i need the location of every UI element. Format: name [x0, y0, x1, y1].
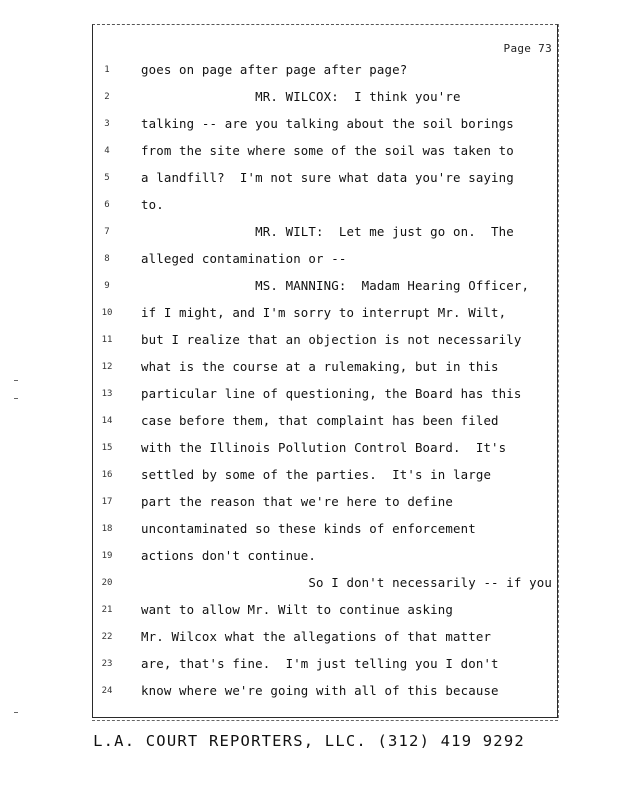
transcript-line — [0, 303, 618, 329]
line-text: know where we're going with all of this because — [141, 683, 499, 698]
line-text: settled by some of the parties. It's in large — [141, 467, 492, 482]
transcript-line — [0, 276, 618, 302]
line-number: 2 — [104, 92, 110, 102]
line-text: if I might, and I'm sorry to interrupt Mr. Wilt, — [141, 305, 507, 320]
margin-mark — [14, 712, 18, 713]
line-number: 8 — [104, 254, 110, 264]
line-number: 3 — [104, 119, 110, 129]
transcript-line — [0, 114, 618, 140]
transcript-line — [0, 546, 618, 572]
line-number: 1 — [104, 65, 110, 75]
line-text: goes on page after page after page? — [141, 62, 408, 77]
transcript-line — [0, 60, 618, 86]
transcript-line — [0, 492, 618, 518]
line-number: 18 — [101, 524, 113, 534]
line-number: 23 — [101, 659, 113, 669]
transcript-line — [0, 519, 618, 545]
transcript-line — [0, 627, 618, 653]
page-number: Page 73 — [503, 42, 552, 55]
line-text: to. — [141, 197, 164, 212]
line-number: 7 — [104, 227, 110, 237]
line-number: 20 — [101, 578, 113, 588]
line-text: Mr. Wilcox what the allegations of that matter — [141, 629, 492, 644]
line-number: 10 — [101, 308, 113, 318]
line-text: So I don't necessarily -- if you — [141, 575, 552, 590]
transcript-line — [0, 411, 618, 437]
line-text: case before them, that complaint has been filed — [141, 413, 499, 428]
line-text: MR. WILCOX: I think you're — [141, 89, 461, 104]
transcript-line — [0, 249, 618, 275]
line-number: 13 — [101, 389, 113, 399]
line-number: 9 — [104, 281, 110, 291]
line-text: want to allow Mr. Wilt to continue asking — [141, 602, 454, 617]
line-number: 16 — [101, 470, 113, 480]
line-text: MR. WILT: Let me just go on. The — [141, 224, 514, 239]
line-number: 24 — [101, 686, 113, 696]
line-number: 4 — [104, 146, 110, 156]
transcript-line — [0, 141, 618, 167]
frame-bottom-edge — [92, 720, 558, 721]
line-number: 5 — [104, 173, 110, 183]
transcript-line — [0, 465, 618, 491]
line-number: 14 — [101, 416, 113, 426]
transcript-line — [0, 654, 618, 680]
transcript-line — [0, 195, 618, 221]
transcript-line — [0, 168, 618, 194]
line-number: 19 — [101, 551, 113, 561]
line-text: part the reason that we're here to define — [141, 494, 454, 509]
transcript-line — [0, 438, 618, 464]
line-text: what is the course at a rulemaking, but in this — [141, 359, 499, 374]
line-number: 15 — [101, 443, 113, 453]
line-text: MS. MANNING: Madam Hearing Officer, — [141, 278, 530, 293]
line-text: are, that's fine. I'm just telling you I don't — [141, 656, 499, 671]
line-text: with the Illinois Pollution Control Board. It's — [141, 440, 507, 455]
line-text: actions don't continue. — [141, 548, 317, 563]
line-text: particular line of questioning, the Board has this — [141, 386, 522, 401]
line-text: alleged contamination or -- — [141, 251, 347, 266]
transcript-line — [0, 681, 618, 707]
transcript-line — [0, 600, 618, 626]
line-text: but I realize that an objection is not necessarily — [141, 332, 522, 347]
line-number: 21 — [101, 605, 113, 615]
transcript-line — [0, 222, 618, 248]
line-number: 17 — [101, 497, 113, 507]
line-number: 22 — [101, 632, 113, 642]
reporter-footer: L.A. COURT REPORTERS, LLC. (312) 419 9292 — [93, 732, 525, 750]
line-text: uncontaminated so these kinds of enforcement — [141, 521, 476, 536]
line-number: 6 — [104, 200, 110, 210]
transcript-line — [0, 87, 618, 113]
transcript-line — [0, 573, 618, 599]
line-text: talking -- are you talking about the soil borings — [141, 116, 514, 131]
line-text: a landfill? I'm not sure what data you're saying — [141, 170, 514, 185]
line-number: 11 — [101, 335, 113, 345]
line-number: 12 — [101, 362, 113, 372]
transcript-line — [0, 384, 618, 410]
transcript-line — [0, 330, 618, 356]
transcript-line — [0, 357, 618, 383]
line-text: from the site where some of the soil was taken to — [141, 143, 514, 158]
